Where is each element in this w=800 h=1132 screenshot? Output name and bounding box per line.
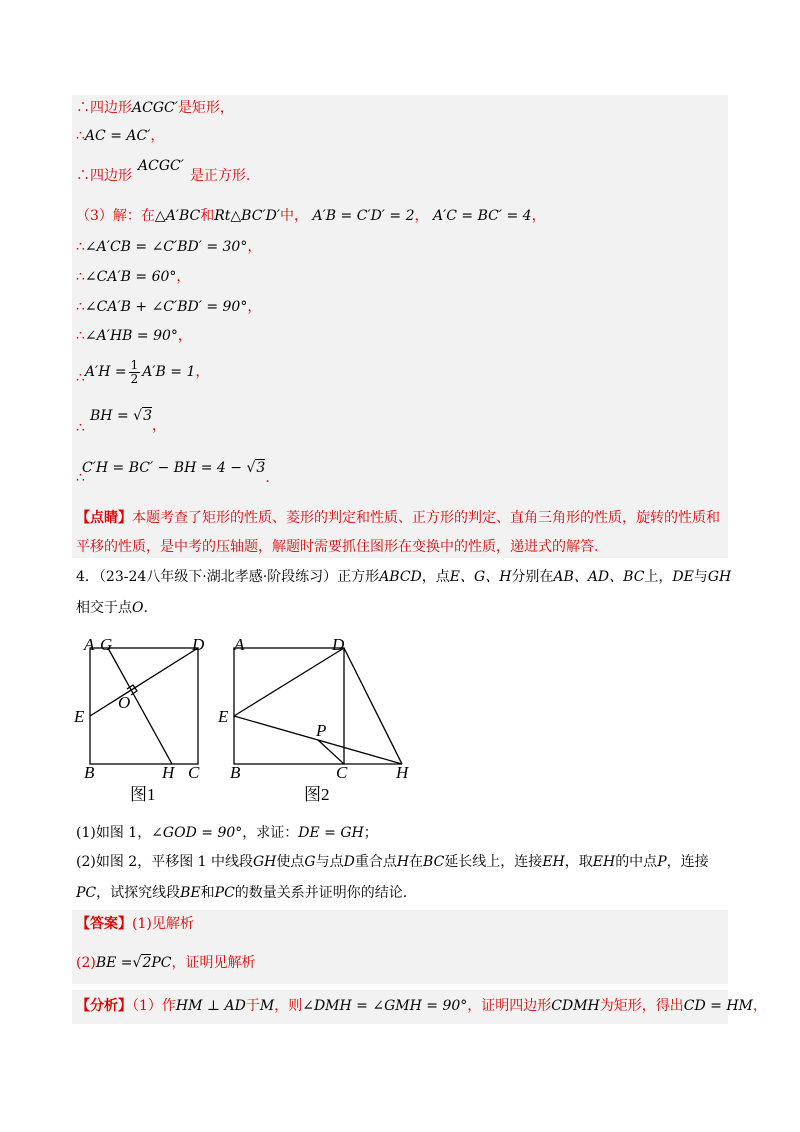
text: ，: [150, 128, 165, 144]
text: ，试探究线段: [96, 885, 181, 901]
math: AB、AD、BC: [553, 569, 645, 585]
text: ，: [151, 418, 166, 434]
figure-2: [234, 648, 402, 764]
text: 为矩形，得出: [599, 998, 684, 1014]
math: GH: [707, 569, 732, 585]
figure-1: [90, 648, 198, 764]
therefore-symbol: ∴: [76, 370, 85, 386]
label-D: D: [332, 635, 345, 654]
therefore-6: ∴: [76, 420, 85, 436]
question-line-2: [76, 598, 148, 618]
label-A: A: [234, 635, 245, 654]
label-H: H: [396, 763, 409, 782]
label-C: C: [188, 763, 200, 782]
math: ∠GOD = 90°: [151, 825, 243, 841]
answer-line-2: [76, 953, 256, 973]
math-step: ∠A′CB = ∠C′BD′ = 30°: [84, 239, 248, 255]
math: PC: [76, 885, 97, 901]
therefore-symbol: ∴: [76, 299, 85, 315]
text: 的中点: [615, 854, 658, 870]
text: 正方形: [337, 569, 380, 585]
question-number: 4．: [76, 569, 99, 585]
math-eq1: A′B = C′D′ = 2: [312, 208, 415, 224]
question-line-1: [76, 567, 731, 587]
answer-tag: 【答案】: [76, 916, 132, 932]
figure-2-caption: 图2: [304, 785, 330, 804]
math: E、G、H: [449, 569, 512, 585]
text: 的数量关系并证明你的结论.: [234, 885, 408, 901]
step-3: [76, 297, 261, 317]
proof-line-1: [76, 98, 234, 118]
math-step: BH =: [90, 408, 129, 424]
math-step: A′H =: [84, 364, 127, 380]
segment-ed: [234, 648, 344, 716]
subquestion-1: [76, 823, 378, 843]
step-2: [76, 267, 190, 287]
question-source: （23-24八年级下·湖北孝感·阶段练习）: [98, 569, 338, 585]
answer-line-1: [76, 914, 194, 934]
text: 于: [245, 998, 260, 1014]
therefore-symbol: ∴: [76, 328, 85, 344]
text: (2): [76, 955, 96, 971]
math: CDMH: [551, 998, 600, 1014]
math-step: ∠CA′B + ∠C′BD′ = 90°: [84, 299, 248, 315]
geometry-figures: [0, 628, 800, 828]
text: ，: [247, 299, 262, 315]
step-5: [76, 356, 209, 388]
text: 是矩形，: [177, 100, 234, 116]
math-step: ∠A′HB = 90°: [84, 328, 178, 344]
math: BE: [180, 885, 201, 901]
text: ，求证：: [242, 825, 299, 841]
text: 分别在: [511, 569, 554, 585]
part3-intro: [76, 206, 546, 226]
text: (1)如图 1，: [76, 825, 152, 841]
sqrt-expr: √2: [132, 955, 152, 971]
text: ，: [195, 364, 210, 380]
math: ABCD: [379, 569, 422, 585]
fraction: [129, 359, 141, 386]
text: ，: [177, 328, 192, 344]
numerator: 1: [130, 357, 139, 372]
text: 上，: [644, 569, 673, 585]
therefore-7: ∴: [76, 470, 85, 486]
math: GH: [253, 854, 277, 870]
text: 相交于点: [76, 600, 132, 616]
text: (2)如图 2，平移图 1 中线段: [76, 854, 253, 870]
text: ∴四边形: [76, 100, 132, 116]
step-4: [76, 326, 192, 346]
segment-dh: [344, 648, 402, 764]
math-eq: AC = AC′: [84, 128, 151, 144]
text: ；: [363, 825, 378, 841]
radicand: 2: [142, 955, 152, 971]
therefore-symbol: ∴: [76, 128, 85, 144]
label-A: A: [84, 635, 95, 654]
label-B: B: [230, 763, 241, 782]
label-G: G: [100, 635, 113, 654]
label-D: D: [192, 635, 205, 654]
therefore-symbol: ∴: [76, 269, 85, 285]
text: ，连接: [666, 854, 709, 870]
comment-line-2: [76, 537, 598, 557]
text: ，点: [421, 569, 450, 585]
math: EH: [542, 854, 565, 870]
math: H: [396, 854, 410, 870]
math: PC: [151, 955, 172, 971]
text: 在: [409, 854, 424, 870]
text: 与: [693, 569, 708, 585]
therefore-symbol: ∴: [76, 239, 85, 255]
step-1: [76, 237, 261, 257]
math: BC: [423, 854, 445, 870]
analysis-tag: 【分析】: [76, 998, 132, 1014]
text: ，证明见解析: [171, 955, 256, 971]
math: CD = HM: [683, 998, 753, 1014]
step-7: [76, 454, 270, 486]
figure-1-labels: [73, 635, 205, 782]
label-C: C: [336, 763, 348, 782]
math-quad: ACGC′: [138, 158, 184, 174]
comment-line-1: [76, 508, 720, 528]
math-step: A′B = 1: [142, 364, 196, 380]
subquestion-2-line-1: [76, 852, 709, 872]
text: ，: [531, 208, 546, 224]
math: M: [259, 998, 275, 1014]
segment-de: [90, 648, 198, 716]
text: 中，: [280, 208, 309, 224]
sqrt-expr: √3: [246, 460, 266, 476]
answer-text: (1)见解析: [132, 916, 194, 932]
label-B: B: [84, 763, 95, 782]
text: .: [265, 470, 270, 486]
label-E: E: [74, 707, 85, 726]
text: ，: [247, 239, 262, 255]
text: ∴四边形: [76, 168, 132, 184]
math: HM ⊥ AD: [175, 998, 246, 1014]
text: ，证明四边形: [467, 998, 552, 1014]
label-H: H: [162, 763, 175, 782]
math-quad: ACGC′: [132, 100, 178, 116]
comment-tag: 【点睛】: [76, 510, 132, 526]
sqrt-expr: √3: [133, 408, 152, 424]
math: DE = GH: [298, 825, 364, 841]
math-step: ∠CA′B = 60°: [84, 269, 177, 285]
math: DE: [672, 569, 694, 585]
text: 延长线上，连接: [444, 854, 543, 870]
text: 和: [200, 885, 215, 901]
math-tri2: Rt△BC′D′: [214, 208, 281, 224]
text: 使点: [276, 854, 305, 870]
math: EH: [592, 854, 616, 870]
radicand: 3: [256, 460, 266, 476]
proof-line-3: [76, 158, 251, 186]
text: ，: [414, 208, 429, 224]
text: 与点: [315, 854, 344, 870]
text: （1）作: [132, 998, 176, 1014]
text: 重合点: [354, 854, 397, 870]
label-O: O: [118, 693, 131, 712]
proof-line-2: [76, 126, 164, 146]
text: .: [143, 600, 148, 616]
denominator: 2: [130, 371, 139, 386]
label-E: E: [218, 707, 229, 726]
text: ，则: [274, 998, 303, 1014]
math: BE =: [95, 955, 133, 971]
figure-1-caption: 图1: [130, 785, 156, 804]
step-6: [76, 402, 166, 434]
text: ，: [752, 998, 767, 1014]
text: 和: [200, 208, 215, 224]
math-eq2: A′C = BC′ = 4: [432, 208, 532, 224]
text: ，取: [564, 854, 593, 870]
text: ，: [176, 269, 191, 285]
math-tri1: △A′BC: [154, 208, 201, 224]
analysis-line: [76, 996, 767, 1016]
radicand: 3: [143, 408, 152, 424]
math-step: C′H = BC′ − BH = 4 −: [82, 460, 243, 476]
math: G: [304, 854, 316, 870]
comment-text: 平移的性质，是中考的压轴题，解题时需要抓住图形在变换中的性质，递进式的解答.: [76, 539, 599, 555]
math: ∠DMH = ∠GMH = 90°: [302, 998, 468, 1014]
math: P: [657, 854, 667, 870]
text: 是正方形.: [189, 168, 251, 184]
text: （3）解：在: [76, 208, 155, 224]
label-P: P: [316, 721, 327, 740]
math: O: [132, 600, 144, 616]
comment-text: 本题考查了矩形的性质、菱形的判定和性质、正方形的判定、直角三角形的性质，旋转的性质和: [132, 510, 720, 526]
math: D: [343, 854, 355, 870]
math: PC: [214, 885, 235, 901]
subquestion-2-line-2: [76, 883, 407, 903]
